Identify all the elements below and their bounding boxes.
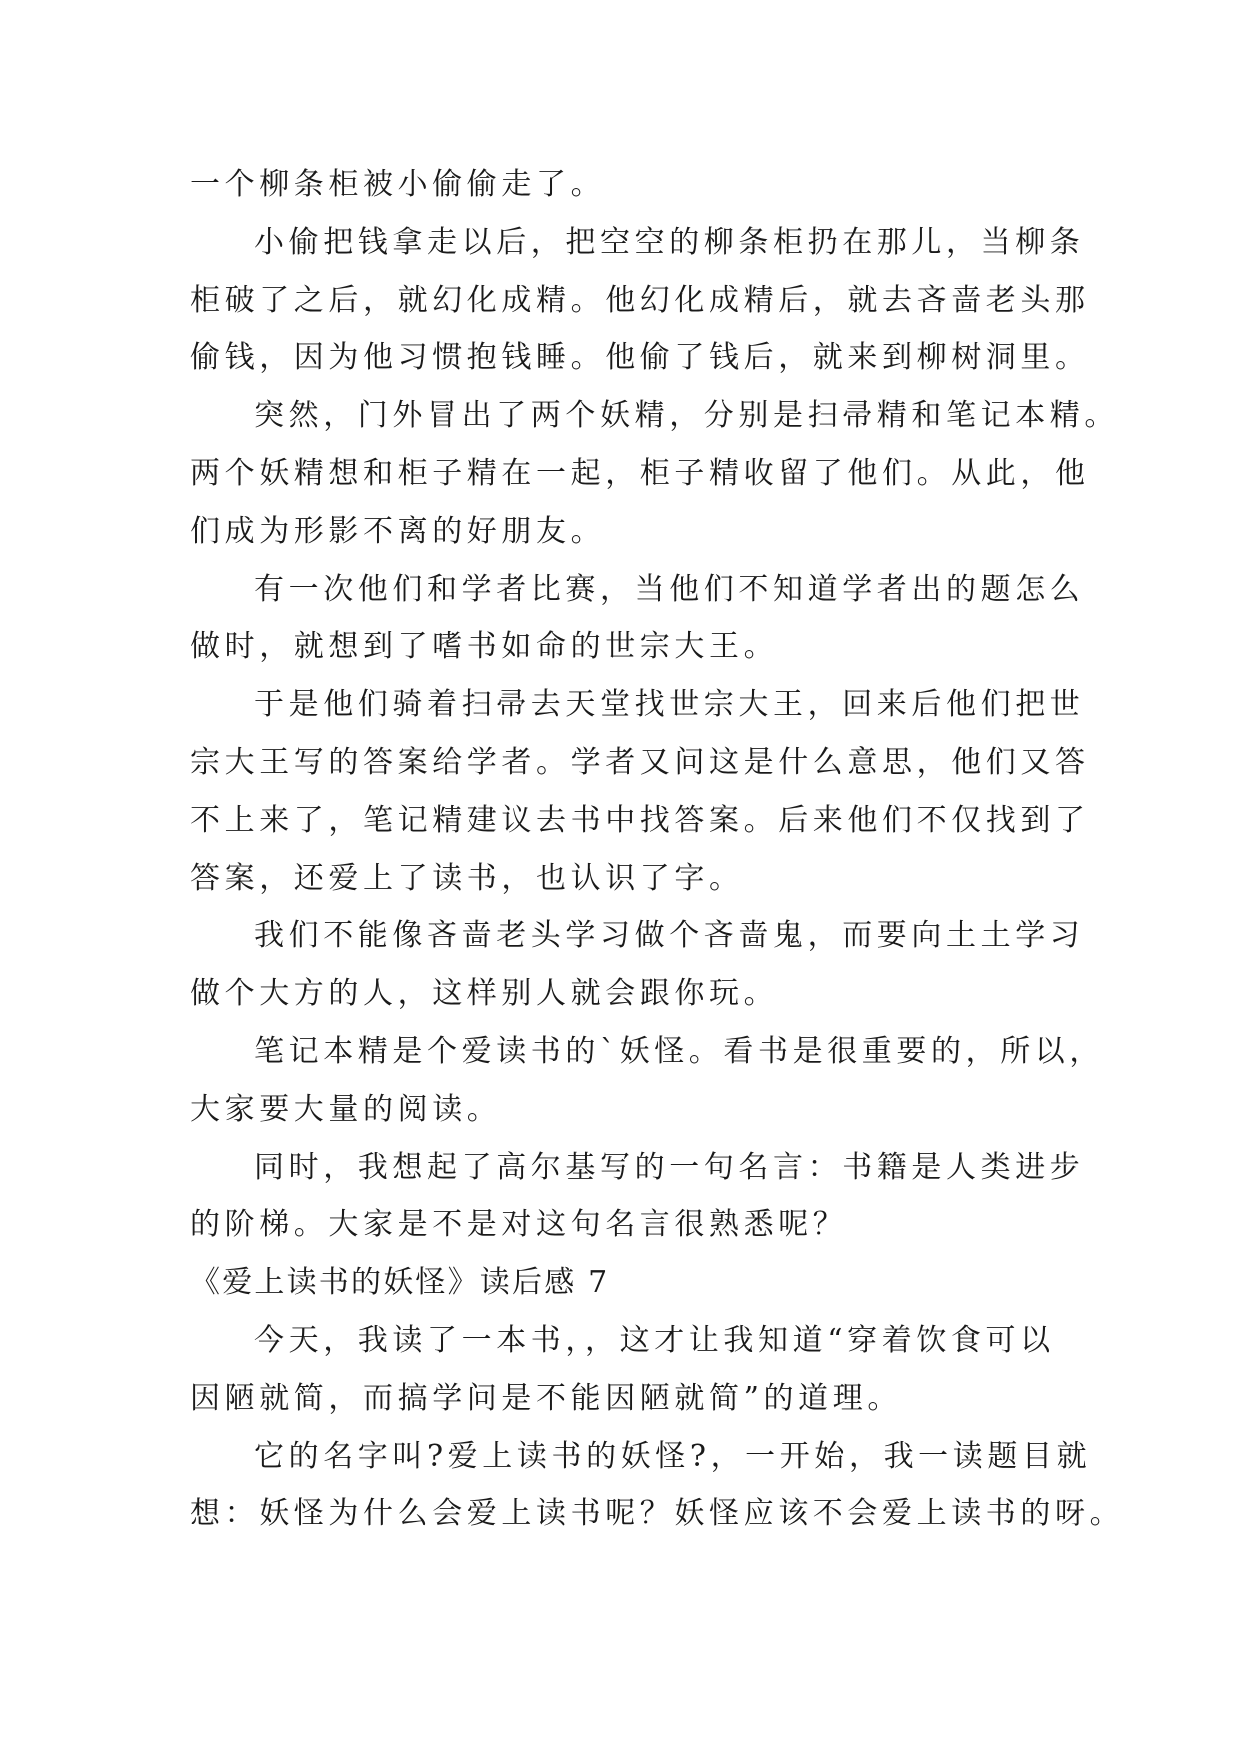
text-line: 做个大方的人，这样别人就会跟你玩。 <box>190 976 779 1012</box>
section-heading: 《爱上读书的妖怪》读后感 7 <box>190 1265 610 1301</box>
text-line: 做时，就想到了嗜书如命的世宗大王。 <box>190 629 779 665</box>
text-line: 一个柳条柜被小偷偷走了。 <box>190 167 606 202</box>
text-line: 的阶梯。大家是不是对这句名言很熟悉呢？ <box>190 1207 848 1243</box>
paragraph-first-line: 同时，我想起了高尔基写的一句名言：书籍是人类进步 <box>254 1149 1085 1185</box>
text-line: 柜破了之后，就幻化成精。他幻化成精后，就去吝啬老头那 <box>190 282 1090 318</box>
paragraph-first-line: 笔记本精是个爱读书的`妖怪。看书是很重要的，所以， <box>254 1033 1104 1069</box>
paragraph-first-line: 于是他们骑着扫帚去天堂找世宗大王，回来后他们把世 <box>254 687 1085 723</box>
text-line: 不上来了，笔记精建议去书中找答案。后来他们不仅找到了 <box>190 802 1090 838</box>
document-body <box>190 156 1125 1543</box>
paragraph-first-line: 突然，门外冒出了两个妖精，分别是扫帚精和笔记本精。 <box>254 398 1119 434</box>
paragraph-first-line: 有一次他们和学者比赛，当他们不知道学者出的题怎么 <box>254 571 1085 607</box>
paragraph-first-line: 小偷把钱拿走以后，把空空的柳条柜扔在那儿，当柳条 <box>254 224 1085 260</box>
paragraph-first-line: 我们不能像吝啬老头学习做个吝啬鬼，而要向土土学习 <box>254 918 1085 954</box>
paragraph-first-line: 它的名字叫?爱上读书的妖怪?，一开始，我一读题目就 <box>254 1438 1092 1474</box>
text-line: 答案，还爱上了读书，也认识了字。 <box>190 860 744 896</box>
text-line: 宗大王写的答案给学者。学者又问这是什么意思，他们又答 <box>190 744 1090 780</box>
text-line: 两个妖精想和柜子精在一起，柜子精收留了他们。从此，他 <box>190 455 1090 491</box>
text-line: 因陋就简，而搞学问是不能因陋就简”的道理。 <box>190 1380 902 1416</box>
text-line: 大家要大量的阅读。 <box>190 1091 502 1127</box>
text-line: 偷钱，因为他习惯抱钱睡。他偷了钱后，就来到柳树洞里。 <box>190 340 1090 376</box>
text-line: 们成为形影不离的好朋友。 <box>190 513 606 549</box>
paragraph-first-line: 今天，我读了一本书，，这才让我知道“穿着饮食可以 <box>254 1322 1055 1358</box>
text-line: 想：妖怪为什么会爱上读书呢？妖怪应该不会爱上读书的呀。 <box>190 1496 1125 1532</box>
